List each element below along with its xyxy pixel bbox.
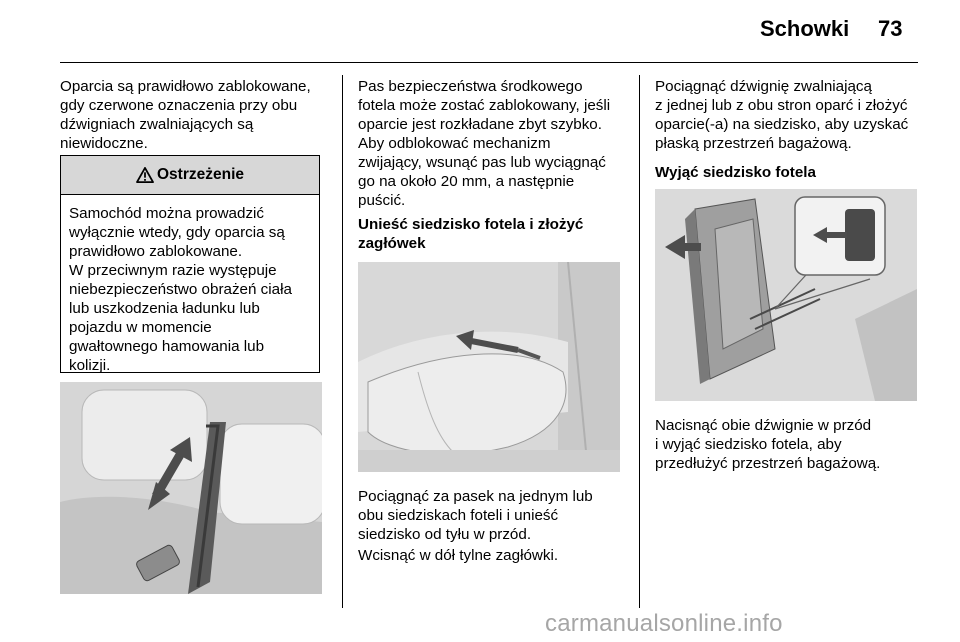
pull-strap-paragraph: Pociągnąć za pasek na jednym lub obu siedziskach foteli i unieść siedzisko od tyłu w przód. xyxy=(358,488,593,543)
warning-triangle-icon xyxy=(136,167,154,183)
warning-title: Ostrzeżenie xyxy=(156,166,244,183)
figure-headrest-seatbelt xyxy=(60,382,322,594)
watermark: carmanualsonline.info xyxy=(545,610,783,637)
remove-seat-paragraph: Nacisnąć obie dźwignie w przód i wyjąć siedzisko fotela, aby przedłużyć przestrzeń bagażową. xyxy=(655,417,881,472)
header-rule xyxy=(60,62,918,63)
section-heading-remove-seat: Wyjąć siedzisko fotela xyxy=(655,164,816,181)
column-divider-left xyxy=(342,75,343,608)
intro-paragraph: Oparcia są prawidłowo zablokowane, gdy czerwone oznaczenia przy obu dźwigniach zwalniających są niewidoczne. xyxy=(60,78,311,152)
column-divider-right xyxy=(639,75,640,608)
warning-box xyxy=(60,155,320,373)
warning-header xyxy=(61,156,319,195)
release-lever-paragraph: Pociągnąć dźwignię zwalniającą z jednej lub z obu stron oparć i złożyć oparcie(-a) na siedzisko, aby uzyskać płaską przestrzeń bagażową. xyxy=(655,78,909,152)
press-headrests-paragraph: Wcisnąć w dół tylne zagłówki. xyxy=(358,547,559,564)
page-header-title: Schowki xyxy=(760,16,850,41)
warning-body: Samochód można prowadzić wyłącznie wtedy, gdy oparcia są prawidłowo zablokowane. W przeciwnym razie występuje niebezpieczeństwo obrażeń ciała lub uszkodzenia ładunku lub pojazdu w momencie gwałtownego hamowania lub kolizji. xyxy=(69,205,292,374)
section-heading-raise-seat: Unieść siedzisko fotela i złożyć zagłówek xyxy=(358,216,584,252)
seatbelt-paragraph: Pas bezpieczeństwa środkowego fotela może zostać zablokowany, jeśli oparcie jest rozkładane zbyt szybko. Aby odblokować mechanizm zwijający, wsunąć pas lub wyciągnąć go na około 20 mm, a następnie puścić. xyxy=(358,78,611,209)
figure-seat-cushion xyxy=(358,262,620,472)
figure-remove-seat xyxy=(655,189,917,401)
page-number: 73 xyxy=(878,16,903,41)
